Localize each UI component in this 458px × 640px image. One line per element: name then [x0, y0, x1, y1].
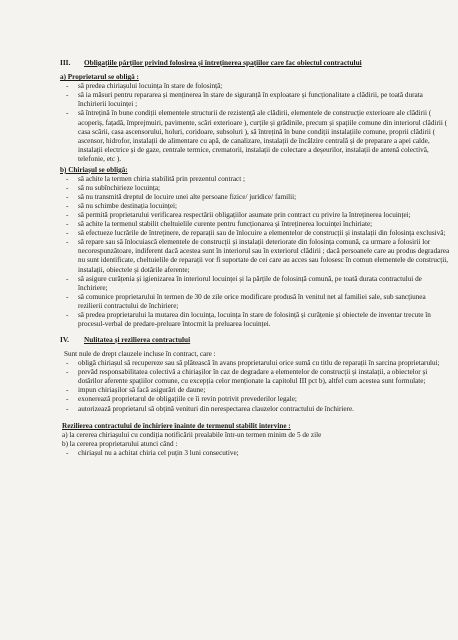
- list-item: - să repare sau să înlocuiască elementele de construcții și instalații deteriorate din folosința comună, ca urmare a folosirii lor necorespunzătoare, indiferent dacă acestea sunt în interiorul sau în exteriorul clădirii ; dacă persoanele care au produs degradarea nu sunt identificate, cheltuielile de reparații vor fi suportate de cei care au acces sau folosesc în comun elementele de construcții, instalații, obiectele și dotările aferente;: [64, 238, 450, 274]
- list-item: - să efectueze lucrările de întreținere, de reparații sau de înlocuire a elementelor de construcții și instalații din folosința exclusivă;: [64, 229, 450, 238]
- termination-tenant-request: a) la cererea chiriașului cu condiția notificării prealabile într-un termen minim de 5 de zile: [62, 430, 322, 439]
- list-item: - să predea proprietarului la mutarea din locuința, locuința în stare de folosință și curățenie și obiectele de inventar trecute în procesul-verbal de predare-preluare întocmit la preluarea locuinței.: [64, 311, 450, 329]
- list-item: - prevăd responsabilitatea colectivă a chiriașilor în caz de degradare a elementelor de construcții și instalații, a obiectelor și dotărilor aferente spațiilor comune, cu excepția celor menționate la capitolul III pct b), altfel cum acestea sunt formulate;: [64, 368, 450, 386]
- section-iii-title: Obligațiile părților privind folosirea și întreținerea spațiilor care fac obiectul contractului: [84, 58, 362, 67]
- termination-owner-request: b) la cererea proprietarului atunci când :: [62, 439, 178, 448]
- list-item: - autorizează proprietarul să obțină venituri din nerespectarea clauzelor contractului de închiriere.: [64, 405, 450, 414]
- section-iv-title: Nulitatea și rezilierea contractului: [84, 334, 191, 344]
- section-iv-heading: [60, 335, 450, 344]
- section-iii-number: III.: [60, 58, 71, 67]
- tenant-obligations-heading: b) Chiriașul se obligă:: [60, 165, 128, 174]
- termination-conditions-list: [64, 449, 450, 458]
- section-iii-heading: [60, 58, 450, 67]
- list-item: - să comunice proprietarului în termen de 30 de zile orice modificare produsă în venitul net al familiei sale, sub sancțiunea rezilierii contractului de închiriere;: [64, 293, 450, 311]
- list-item: - să achite la termen chiria stabilită prin prezentul contract ;: [64, 175, 450, 184]
- list-item: - să întrețină în bune condiții elementele structurii de rezistență ale clădirii, elementele de construcție exterioare ale clădirii ( acoperiș, fațadă, împrejmuiri, pavimente, scări exterioare ), curțile și grădinile, precum și spațiile comune din interiorul clădirii ( casa scării, casa ascensorului, holuri, coridoare, subsoluri ), să întrețină în bune condiții instalațiile comune, proprii clădirii ( ascensor, hidrofor, instalații de alimentare cu apă, de canalizare, instalații de încălzire centrală și de preparare a apei calde, instalații electrice și de gaze, centrale termice, crematorii, instalații de colectare a deșeurilor, instalații de antenă colectivă, telefonie, etc ).: [64, 109, 450, 163]
- list-item: - chiriașul nu a achitat chiria cel puțin 3 luni consecutive;: [64, 449, 450, 458]
- list-item: - să ia măsuri pentru repararea și menținerea în stare de siguranță în exploatare și funcționalitate a clădirii, pe toată durata închirierii locuinței ;: [64, 91, 450, 109]
- list-item: - să nu transmită dreptul de locuire unei alte persoane fizice/ juridice/ familii;: [64, 193, 450, 202]
- nullity-intro: Sunt nule de drept clauzele incluse în contract, care :: [64, 350, 216, 359]
- owner-obligations-heading: a) Proprietarul se obligă :: [60, 73, 139, 82]
- list-item: - impun chiriașilor să facă asigurări de daune;: [64, 386, 450, 395]
- list-item: - să asigure curățenia și igienizarea în interiorul locuinței și la părțile de folosință comună, pe toată durata contractului de închiriere;: [64, 275, 450, 293]
- list-item: - să nu subînchirieze locuința;: [64, 184, 450, 193]
- list-item: - să permită proprietarului verificarea respectării obligațiilor asumate prin contract cu privire la întreținerea locuinței;: [64, 211, 450, 220]
- list-item: - să predea chiriașului locuința în stare de folosință;: [64, 82, 450, 91]
- tenant-obligations-list: [64, 175, 450, 329]
- termination-heading: Rezilierea contractului de închiriere înainte de termenul stabilit intervine :: [62, 421, 291, 430]
- nullity-clauses-list: [64, 359, 450, 413]
- list-item: - să achite la termenul stabilit cheltuielile curente pentru funcționarea și întreținerea locuinței închiriate;: [64, 220, 450, 229]
- owner-obligations-list: [64, 82, 450, 164]
- list-item: - exonerează proprietarul de obligațiile ce îi revin potrivit prevederilor legale;: [64, 395, 450, 404]
- list-item: - să nu schimbe destinația locuinței;: [64, 202, 450, 211]
- section-iv-number: IV.: [60, 334, 69, 344]
- list-item: - obligă chiriașul să recupereze sau să plătească în avans proprietarului orice sumă cu titlu de reparații în sarcina proprietarului;: [64, 359, 450, 368]
